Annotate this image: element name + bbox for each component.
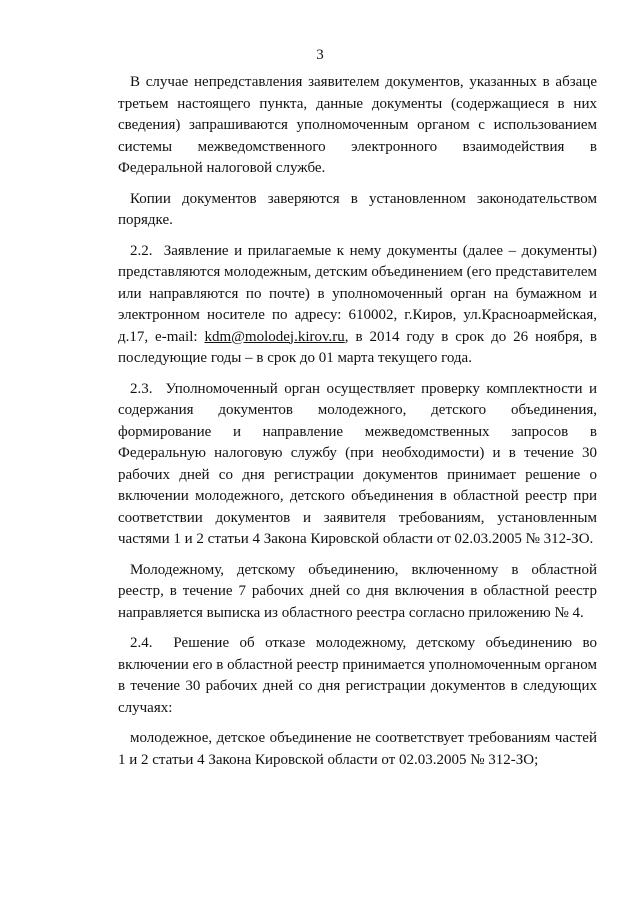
clause-text: Уполномоченный орган осуществляет проверку комплектности и содержания документов молодежного, детского объединения, формирование и направление межведомственных запросов в Федеральную налоговую службу (при необходимости) и в течение 30 рабочих дней со дня регистрации документов принимает решение о включении молодежного, детского объединения в областной реестр при соответствии документов и заявителя требованиям, установленным частями 1 и 2 статьи 4 Закона Кировской области от 02.03.2005 № 312-ЗО. <box>118 380 598 547</box>
clause-number: 2.3. <box>130 380 153 397</box>
clause-number: 2.2. <box>130 242 153 259</box>
paragraph-refusal-case: молодежное, детское объединение не соответствует требованиям частей 1 и 2 статьи 4 Закона Кировской области от 02.03.2005 № 312-ЗО; <box>118 730 597 768</box>
clause-number: 2.4. <box>130 635 153 651</box>
paragraph-2-3-review <box>118 379 597 551</box>
paragraph-copies-certification: Копии документов заверяются в установленном законодательством порядке. <box>118 190 597 228</box>
paragraph-missing-documents: В случае непредставления заявителем документов, указанных в абзаце третьем настоящего пункта, данные документы (содержащиеся в них сведения) запрашиваются уполномоченным органом с использованием системы межведомственного электронного взаимодействия в Федеральной налоговой службе. <box>118 74 597 176</box>
paragraph-2-4-refusal <box>118 633 597 719</box>
clause-text-continued: , в 2014 году в срок до 26 ноября, в последующие годы – в срок до 01 марта текущего года. <box>118 328 597 366</box>
document-body <box>118 72 597 780</box>
paragraph-registry-extract: Молодежному, детскому объединению, включенному в областной реестр, в течение 7 рабочих дней со дня включения в областной реестр направляется выписка из областного реестра согласно приложению № 4. <box>118 561 597 621</box>
clause-text: Заявление и прилагаемые к нему документы (далее – документы) представляются молодежным, детским объединением (его представителем или направляются по почте) в уполномоченный орган на бумажном и электронном носителе по адресу: 610002, г.Киров, ул.Красноармейская, д.17, e-mail: <box>118 242 597 345</box>
paragraph-2-2-submission <box>118 241 597 370</box>
page-number: 3 <box>316 47 324 63</box>
clause-text: Решение об отказе молодежному, детскому объединению во включении его в областной реестр принимается уполномоченным органом в течение 30 рабочих дней со дня регистрации документов в следующих случаях: <box>118 635 598 716</box>
email-link[interactable]: kdm@molodej.kirov.ru <box>204 328 345 345</box>
